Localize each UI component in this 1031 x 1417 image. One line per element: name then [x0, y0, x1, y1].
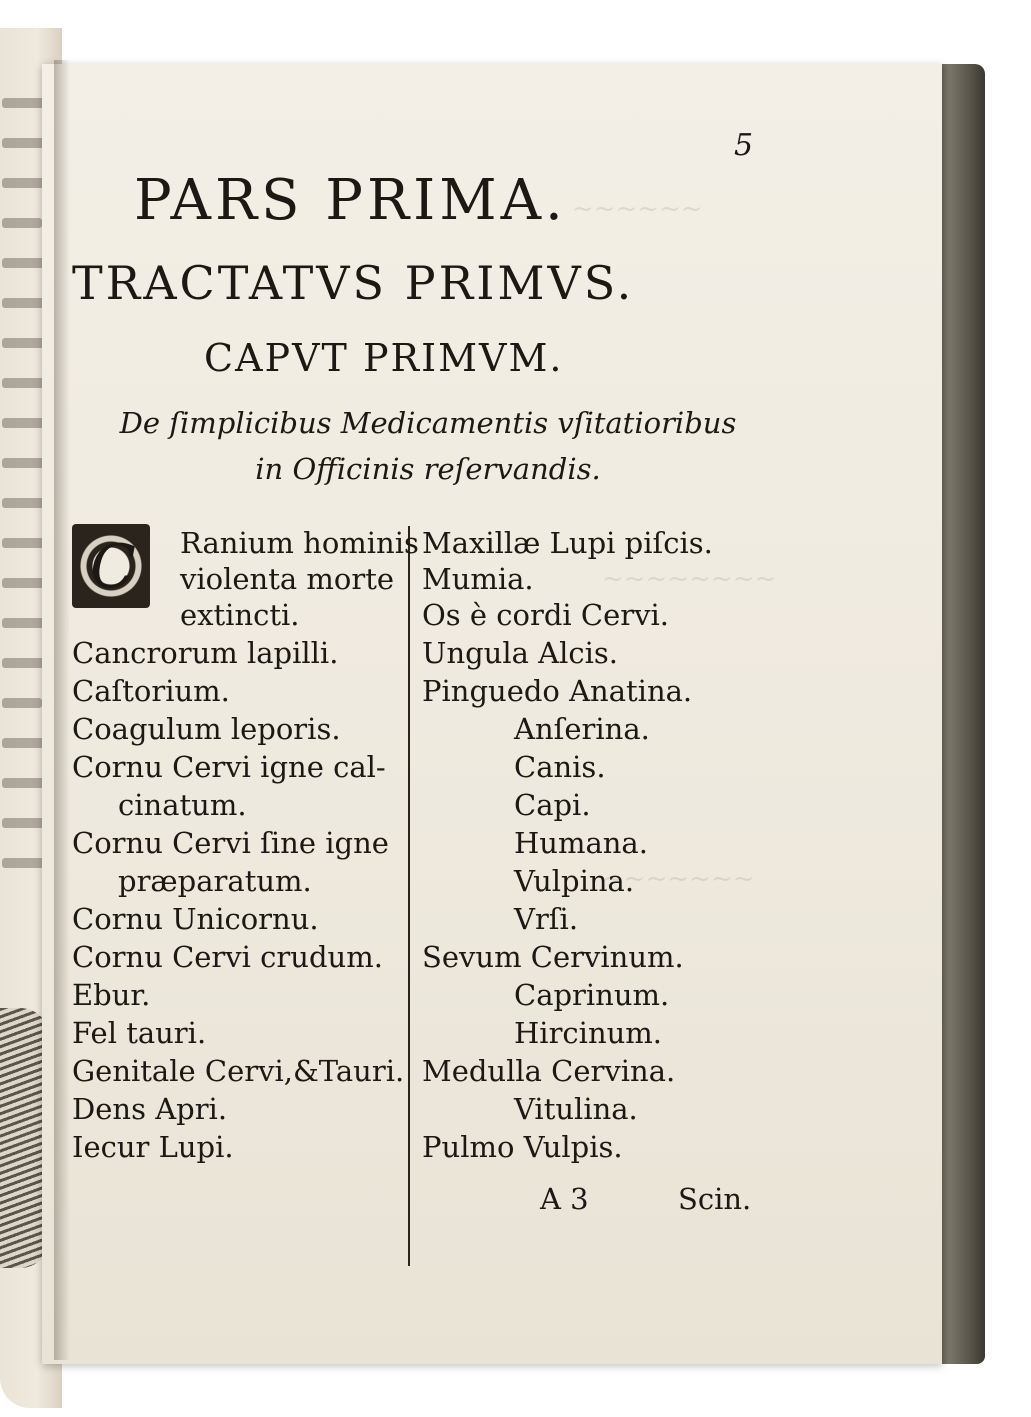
left-entry: Ranium hominis: [180, 526, 419, 560]
right-entry: Anſerina.: [514, 712, 650, 746]
right-entry: Sevum Cervinum.: [422, 940, 684, 974]
right-entry: Medulla Cervina.: [422, 1054, 676, 1088]
right-entry: Canis.: [514, 750, 606, 784]
left-entry: Iecur Lupi.: [72, 1130, 234, 1164]
right-entry: Maxillæ Lupi piſcis.: [422, 526, 713, 560]
left-entry: Dens Apri.: [72, 1092, 228, 1126]
facing-page-text-line: [2, 698, 42, 708]
facing-page-text-line: [2, 538, 44, 548]
right-entry: Mumia.: [422, 562, 534, 596]
right-entry: Vulpina.: [514, 864, 635, 898]
right-entry: Ungula Alcis.: [422, 636, 618, 670]
decorated-initial: [72, 524, 150, 608]
left-entry: Fel tauri.: [72, 1016, 207, 1050]
left-entry: Cornu Cervi igne cal-: [72, 750, 386, 784]
left-entry: Cancrorum lapilli.: [72, 636, 339, 670]
right-entry: Capi.: [514, 788, 591, 822]
facing-page-text-line: [2, 858, 46, 868]
left-entry: Caſtorium.: [72, 674, 230, 708]
show-through-text: ~~~~~~~~: [602, 564, 777, 594]
left-entry: Cornu Cervi crudum.: [72, 940, 383, 974]
catchword: Scin.: [678, 1182, 752, 1216]
left-entry: extincti.: [180, 598, 300, 632]
signature-mark: A 3: [540, 1182, 589, 1216]
facing-page-text-line: [2, 378, 46, 388]
book-page: [42, 64, 942, 1364]
left-entry: Coagulum leporis.: [72, 712, 341, 746]
right-entry: Humana.: [514, 826, 648, 860]
right-entry: Hircinum.: [514, 1016, 663, 1050]
initial-letter: C: [90, 532, 136, 602]
left-entry: Genitale Cervi,&Tauri.: [72, 1054, 405, 1088]
left-entry: præparatum.: [118, 864, 312, 898]
show-through-text: ~~~~~~: [572, 194, 703, 224]
tractatus-heading: TRACTATVS PRIMVS.: [72, 256, 635, 310]
facing-page-text-line: [2, 138, 46, 148]
subtitle-line-1: De ſimplicibus Medicamentis vſitatioribus: [119, 406, 737, 440]
column-divider: [408, 526, 410, 1266]
right-entry: Pulmo Vulpis.: [422, 1130, 623, 1164]
caput-heading: CAPVT PRIMVM.: [204, 336, 564, 380]
gutter-shadow: [54, 60, 70, 1360]
left-entry: Cornu Unicornu.: [72, 902, 319, 936]
right-entry: Vitulina.: [514, 1092, 638, 1126]
show-through-text: ~~~~~~~: [602, 864, 755, 894]
facing-page-text-line: [2, 218, 42, 228]
page-number: 5: [734, 128, 754, 163]
right-entry: Pinguedo Anatina.: [422, 674, 693, 708]
left-entry: violenta morte: [180, 562, 395, 596]
left-entry: Ebur.: [72, 978, 151, 1012]
right-entry: Caprinum.: [514, 978, 670, 1012]
left-entry: cinatum.: [118, 788, 247, 822]
subtitle-line-2: in Officinis reſervandis.: [255, 452, 601, 486]
page-title: PARS PRIMA.: [134, 168, 567, 233]
right-entry: Vrſi.: [514, 902, 579, 936]
right-entry: Os è cordi Cervi.: [422, 598, 669, 632]
left-entry: Cornu Cervi ſine igne: [72, 826, 389, 860]
